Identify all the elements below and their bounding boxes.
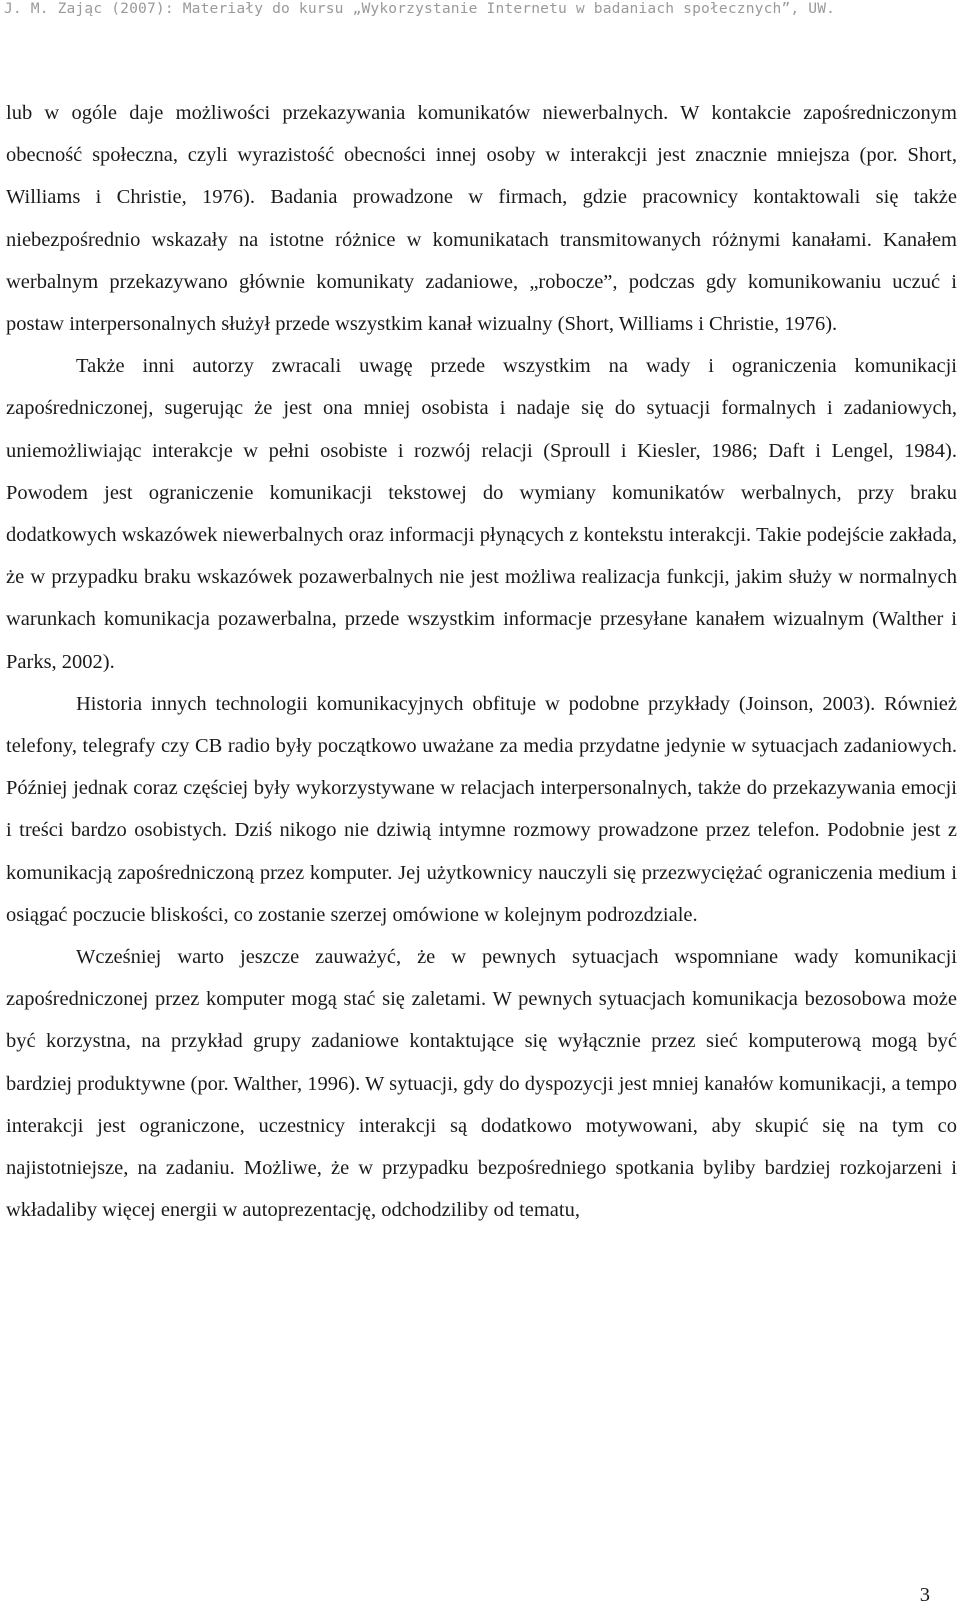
paragraph-1: lub w ogóle daje możliwości przekazywania komunikatów niewerbalnych. W kontakcie zapośredniczonym obecność społeczna, czyli wyrazistość obecności innej osoby w interakcji jest znacznie mniejsza (por. Short, Williams i Christie, 1976). Badania prowadzone w firmach, gdzie pracownicy kontaktowali się także niebezpośrednio wskazały na istotne różnice w komunikatach transmitowanych różnymi kanałami. Kanałem werbalnym przekazywano głównie komunikaty zadaniowe, „robocze”, podczas gdy komunikowaniu uczuć i postaw interpersonalnych służył przede wszystkim kanał wizualny (Short, Williams i Christie, 1976). (6, 102, 957, 336)
page-number: 3 (919, 1584, 930, 1606)
paragraph-4: Wcześniej warto jeszcze zauważyć, że w pewnych sytuacjach wspomniane wady komunikacji zapośredniczonej przez komputer mogą stać się zaletami. W pewnych sytuacjach komunikacja bezosobowa może być korzystna, na przykład grupy zadaniowe kontaktujące się wyłącznie przez sieć komputerową mogą być bardziej produktywne (por. Walther, 1996). W sytuacji, gdy do dyspozycji jest mniej kanałów komunikacji, a tempo interakcji jest ograniczone, uczestnicy interakcji są dodatkowo motywowani, aby skupić się na tym co najistotniejsze, na zadaniu. Możliwe, że w przypadku bezpośredniego spotkania byliby bardziej rozkojarzeni i wkładaliby więcej energii w autoprezentację, odchodziliby od tematu, (6, 946, 957, 1222)
paragraph-3: Historia innych technologii komunikacyjnych obfituje w podobne przykłady (Joinson, 2003). Również telefony, telegrafy czy CB radio były początkowo uważane za media przydatne jedynie w sytuacjach zadaniowych. Później jednak coraz częściej były wykorzystywane w relacjach interpersonalnych, także do przekazywania emocji i treści bardzo osobistych. Dziś nikogo nie dziwią intymne rozmowy prowadzone przez telefon. Podobnie jest z komunikacją zapośredniczoną przez komputer. Jej użytkownicy nauczyli się przezwyciężać ograniczenia medium i osiągać poczucie bliskości, co zostanie szerzej omówione w kolejnym podrozdziale. (6, 692, 957, 926)
document-body (6, 92, 957, 1231)
running-header: J. M. Zając (2007): Materiały do kursu „Wykorzystanie Internetu w badaniach społecznych”, UW. (4, 0, 836, 17)
paragraph-2: Także inni autorzy zwracali uwagę przede wszystkim na wady i ograniczenia komunikacji zapośredniczonej, sugerując że jest ona mniej osobista i nadaje się do sytuacji formalnych i zadaniowych, uniemożliwiając interakcje w pełni osobiste i rozwój relacji (Sproull i Kiesler, 1986; Daft i Lengel, 1984). Powodem jest ograniczenie komunikacji tekstowej do wymiany komunikatów werbalnych, przy braku dodatkowych wskazówek niewerbalnych oraz informacji płynących z kontekstu interakcji. Takie podejście zakłada, że w przypadku braku wskazówek pozawerbalnych nie jest możliwa realizacja funkcji, jakim służy w normalnych warunkach komunikacja pozawerbalna, przede wszystkim informacje przesyłane kanałem wizualnym (Walther i Parks, 2002). (6, 355, 957, 673)
